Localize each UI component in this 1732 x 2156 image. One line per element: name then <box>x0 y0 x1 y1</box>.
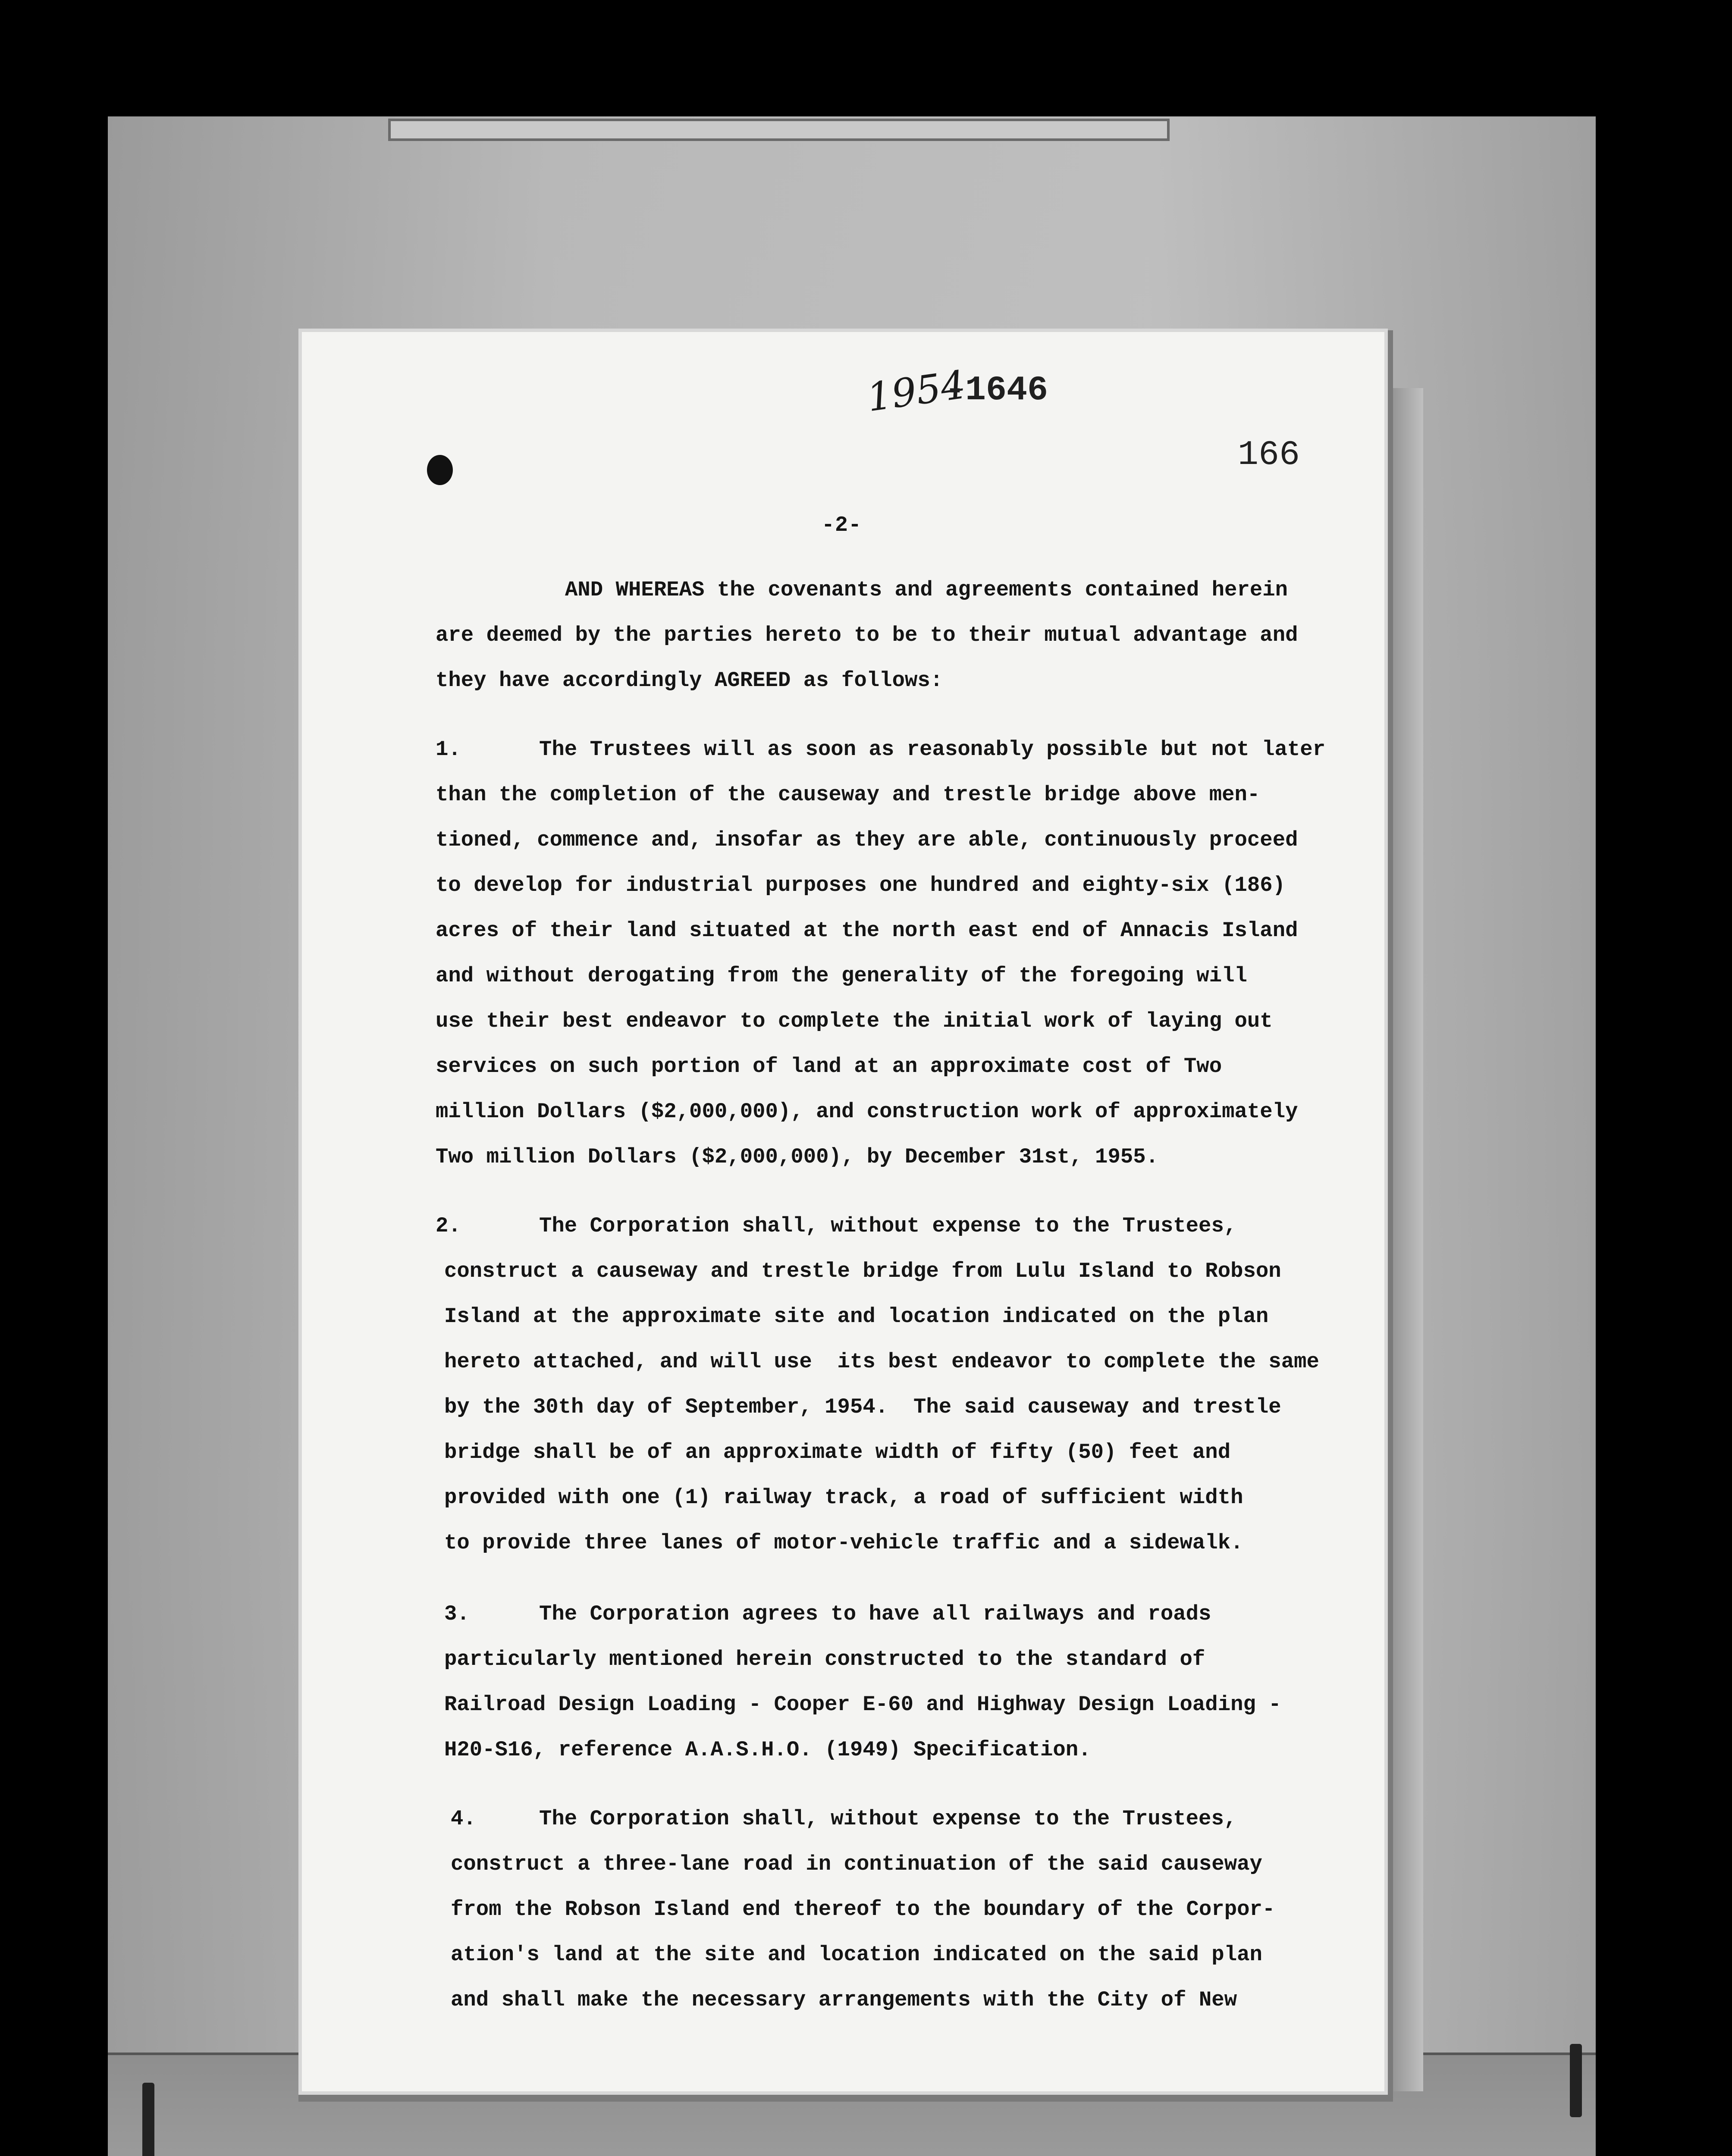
clause-number: 2. <box>436 1214 461 1238</box>
clause-line: million Dollars ($2,000,000), and construction work of approximately <box>436 1100 1298 1124</box>
file-number: -1646 <box>944 371 1048 410</box>
clause-line: and without derogating from the generality of the foregoing will <box>436 964 1247 988</box>
clause-line: by the 30th day of September, 1954. The said causeway and trestle <box>444 1395 1281 1419</box>
clause-number: 1. <box>436 737 461 761</box>
clause-line: particularly mentioned herein constructed to the standard of <box>444 1647 1205 1671</box>
preamble-line: AND WHEREAS the covenants and agreements contained herein <box>565 578 1288 602</box>
clause-line: The Corporation agrees to have all railways and roads <box>539 1602 1211 1626</box>
clause-line: to provide three lanes of motor-vehicle traffic and a sidewalk. <box>444 1531 1243 1555</box>
clause-line: The Corporation shall, without expense to the Trustees, <box>539 1214 1237 1238</box>
clause-line: The Trustees will as soon as reasonably possible but not later <box>539 737 1326 761</box>
right-binding-mark <box>1570 2044 1582 2117</box>
preamble-line: they have accordingly AGREED as follows: <box>436 668 943 693</box>
clause-line: services on such portion of land at an approximate cost of Two <box>436 1054 1222 1078</box>
handwritten-year: 1954 <box>864 362 969 421</box>
clause-line: than the completion of the causeway and trestle bridge above men- <box>436 783 1260 807</box>
top-tape <box>388 119 1170 141</box>
clause-line: use their best endeavor to complete the initial work of laying out <box>436 1009 1273 1033</box>
clause-line: H20-S16, reference A.A.S.H.O. (1949) Specification. <box>444 1738 1091 1762</box>
clause-line: bridge shall be of an approximate width of fifty (50) feet and <box>444 1440 1231 1464</box>
page-shadow <box>1384 388 1423 2091</box>
preamble-line: are deemed by the parties hereto to be to their mutual advantage and <box>436 623 1298 647</box>
clause-line: ation's land at the site and location indicated on the said plan <box>451 1943 1262 1967</box>
clause-line: provided with one (1) railway track, a road of sufficient width <box>444 1485 1243 1510</box>
clause-line: from the Robson Island end thereof to the boundary of the Corpor- <box>451 1897 1275 1921</box>
clause-number: 3. <box>444 1602 470 1626</box>
clause-line: to develop for industrial purposes one hundred and eighty-six (186) <box>436 873 1286 897</box>
clause-number: 4. <box>451 1807 476 1831</box>
punch-hole <box>427 455 453 485</box>
left-binding-mark <box>142 2083 154 2156</box>
clause-line: Two million Dollars ($2,000,000), by December 31st, 1955. <box>436 1145 1159 1169</box>
folio-number: 166 <box>1238 436 1300 475</box>
clause-line: acres of their land situated at the north east end of Annacis Island <box>436 918 1298 943</box>
clause-line: Island at the approximate site and location indicated on the plan <box>444 1304 1269 1329</box>
clause-line: and shall make the necessary arrangements with the City of New <box>451 1988 1237 2012</box>
clause-line: The Corporation shall, without expense to the Trustees, <box>539 1807 1237 1831</box>
clause-line: hereto attached, and will use its best endeavor to complete the same <box>444 1350 1319 1374</box>
clause-line: Railroad Design Loading - Cooper E-60 and Highway Design Loading - <box>444 1692 1281 1717</box>
clause-line: construct a causeway and trestle bridge from Lulu Island to Robson <box>444 1259 1281 1283</box>
clause-line: tioned, commence and, insofar as they are able, continuously proceed <box>436 828 1298 852</box>
clause-line: construct a three-lane road in continuation of the said causeway <box>451 1852 1262 1876</box>
page-marker: -2- <box>822 513 862 538</box>
